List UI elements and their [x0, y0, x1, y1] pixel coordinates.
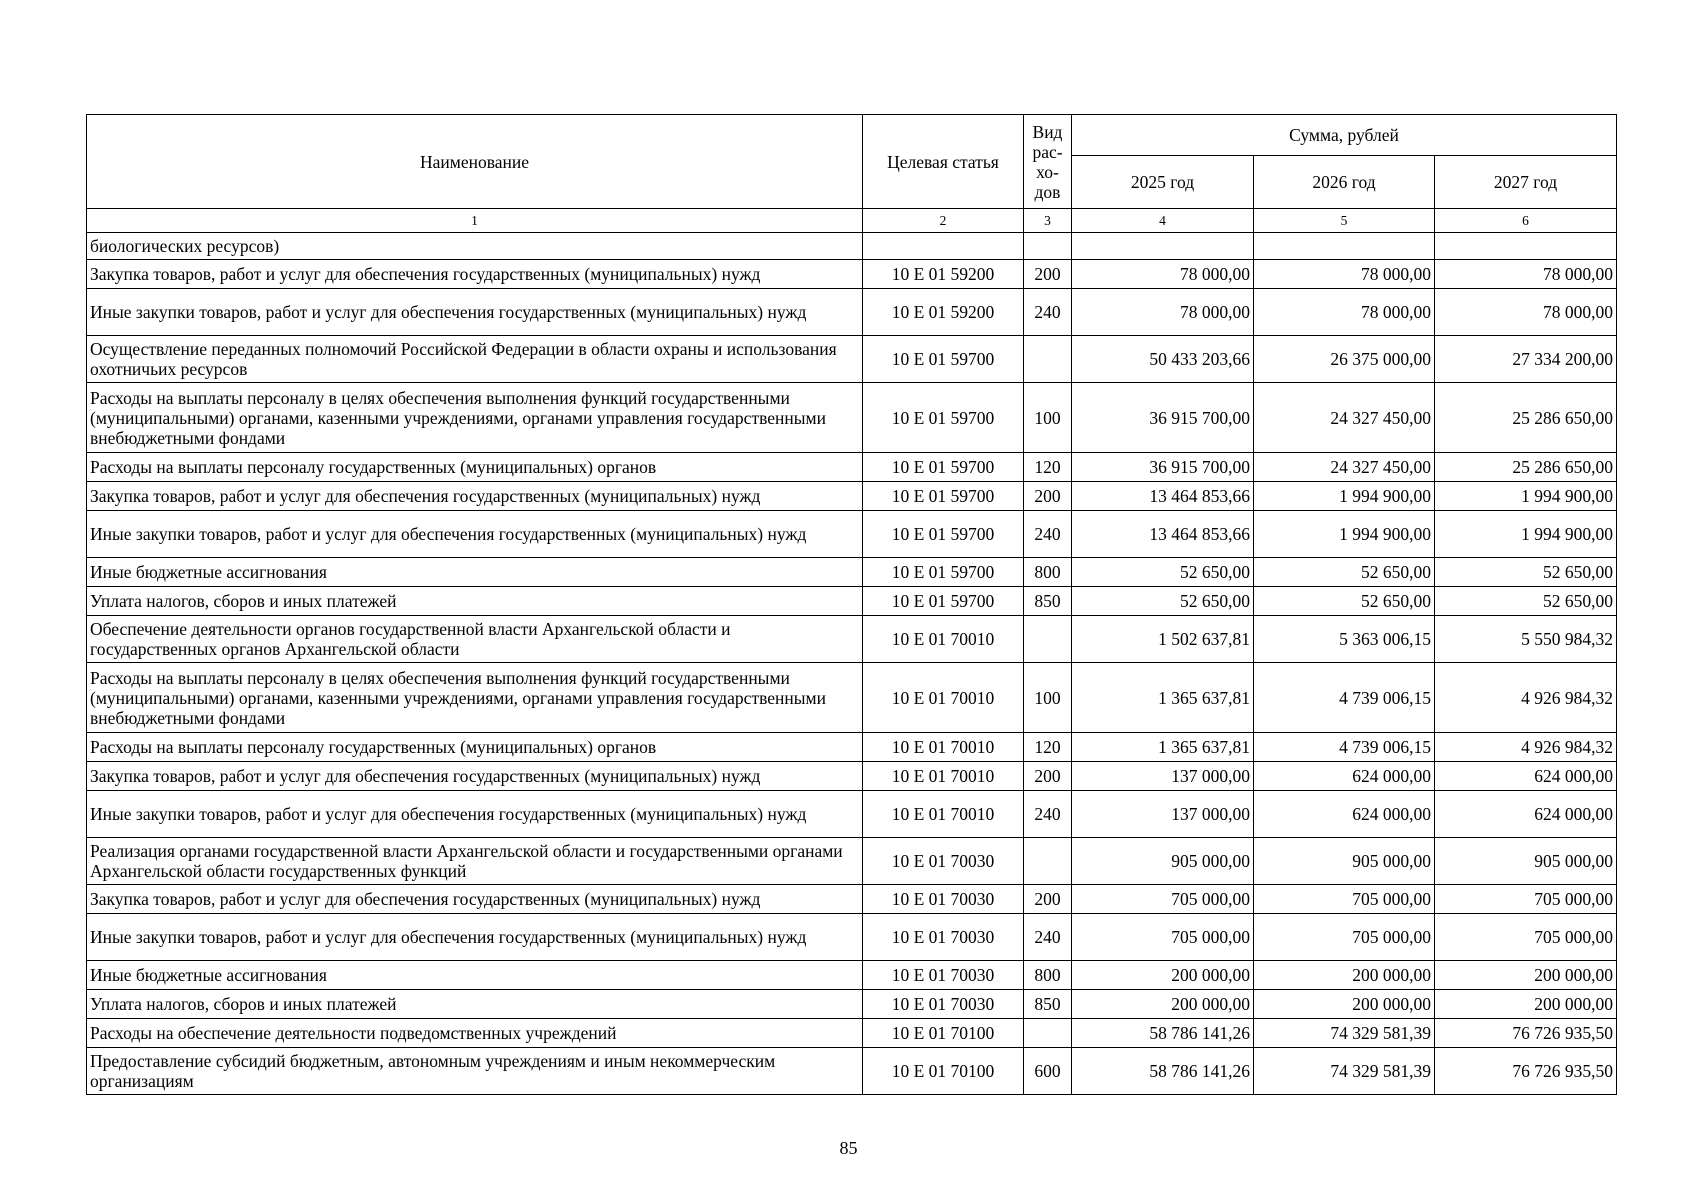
row-expense-type: 600 [1024, 1048, 1072, 1095]
row-amount-2027: 1 994 900,00 [1435, 511, 1617, 558]
row-amount-2027: 27 334 200,00 [1435, 336, 1617, 383]
row-target-item: 10 Е 01 70010 [863, 791, 1024, 838]
row-expense-type [1024, 1019, 1072, 1048]
row-target-item: 10 Е 01 59700 [863, 587, 1024, 616]
column-number: 1 [87, 209, 863, 233]
row-amount-2026: 705 000,00 [1254, 914, 1435, 961]
table-row [87, 990, 1617, 1019]
row-target-item [863, 233, 1024, 260]
row-target-item: 10 Е 01 59200 [863, 289, 1024, 336]
row-name: Иные закупки товаров, работ и услуг для обеспечения государственных (муниципальных) нужд [87, 914, 863, 961]
row-amount-2025: 50 433 203,66 [1072, 336, 1254, 383]
row-amount-2026: 4 739 006,15 [1254, 733, 1435, 762]
row-amount-2027: 78 000,00 [1435, 260, 1617, 289]
table-body [87, 233, 1617, 1095]
row-amount-2027: 52 650,00 [1435, 587, 1617, 616]
row-amount-2027: 76 726 935,50 [1435, 1048, 1617, 1095]
row-expense-type: 200 [1024, 885, 1072, 914]
row-name: Осуществление переданных полномочий Российской Федерации в области охраны и использования охотничьих ресурсов [87, 336, 863, 383]
table-row [87, 260, 1617, 289]
row-name: Реализация органами государственной власти Архангельской области и государственными органами Архангельской области государственных функций [87, 838, 863, 885]
row-amount-2026: 200 000,00 [1254, 961, 1435, 990]
table-row [87, 791, 1617, 838]
row-amount-2025: 78 000,00 [1072, 260, 1254, 289]
row-target-item: 10 Е 01 59700 [863, 383, 1024, 453]
table-row [87, 961, 1617, 990]
header-year-2027: 2027 год [1435, 156, 1617, 209]
row-target-item: 10 Е 01 70030 [863, 914, 1024, 961]
row-amount-2026: 905 000,00 [1254, 838, 1435, 885]
column-number: 3 [1024, 209, 1072, 233]
row-expense-type [1024, 616, 1072, 663]
header-year-2026: 2026 год [1254, 156, 1435, 209]
row-amount-2026: 705 000,00 [1254, 885, 1435, 914]
row-amount-2026: 78 000,00 [1254, 289, 1435, 336]
row-amount-2026: 1 994 900,00 [1254, 482, 1435, 511]
row-target-item: 10 Е 01 59700 [863, 453, 1024, 482]
row-amount-2026: 200 000,00 [1254, 990, 1435, 1019]
row-target-item: 10 Е 01 59700 [863, 482, 1024, 511]
row-amount-2026: 24 327 450,00 [1254, 453, 1435, 482]
table-row [87, 733, 1617, 762]
row-name: Обеспечение деятельности органов государственной власти Архангельской области и государственных органов Архангельской области [87, 616, 863, 663]
row-amount-2025: 78 000,00 [1072, 289, 1254, 336]
row-name: Иные закупки товаров, работ и услуг для обеспечения государственных (муниципальных) нужд [87, 791, 863, 838]
column-number: 6 [1435, 209, 1617, 233]
row-amount-2026: 26 375 000,00 [1254, 336, 1435, 383]
table-row [87, 914, 1617, 961]
row-amount-2025: 137 000,00 [1072, 791, 1254, 838]
row-expense-type: 120 [1024, 453, 1072, 482]
row-amount-2025: 52 650,00 [1072, 558, 1254, 587]
row-name: Иные бюджетные ассигнования [87, 961, 863, 990]
header-expense-type-line: Вид [1032, 121, 1063, 142]
row-name: Расходы на выплаты персоналу государственных (муниципальных) органов [87, 453, 863, 482]
row-amount-2027: 52 650,00 [1435, 558, 1617, 587]
column-number: 4 [1072, 209, 1254, 233]
table-row [87, 558, 1617, 587]
row-amount-2025: 905 000,00 [1072, 838, 1254, 885]
row-name: Закупка товаров, работ и услуг для обеспечения государственных (муниципальных) нужд [87, 260, 863, 289]
table-row [87, 838, 1617, 885]
row-amount-2026: 24 327 450,00 [1254, 383, 1435, 453]
table-row [87, 587, 1617, 616]
row-amount-2025: 52 650,00 [1072, 587, 1254, 616]
header-target-item: Целевая статья [863, 115, 1024, 209]
table-row [87, 233, 1617, 260]
row-name: Уплата налогов, сборов и иных платежей [87, 587, 863, 616]
row-target-item: 10 Е 01 70030 [863, 885, 1024, 914]
row-amount-2027: 1 994 900,00 [1435, 482, 1617, 511]
row-target-item: 10 Е 01 70030 [863, 961, 1024, 990]
table-row [87, 482, 1617, 511]
row-name: Расходы на выплаты персоналу в целях обеспечения выполнения функций государственными (муниципальными) органами, казенными учреждениями, органами управления государственными внебюджетными фондами [87, 383, 863, 453]
row-amount-2027: 200 000,00 [1435, 990, 1617, 1019]
row-amount-2025: 705 000,00 [1072, 914, 1254, 961]
row-amount-2025: 705 000,00 [1072, 885, 1254, 914]
table-row [87, 762, 1617, 791]
row-amount-2025: 58 786 141,26 [1072, 1019, 1254, 1048]
row-name: Расходы на выплаты персоналу в целях обеспечения выполнения функций государственными (муниципальными) органами, казенными учреждениями, органами управления государственными внебюджетными фондами [87, 663, 863, 733]
row-amount-2025: 36 915 700,00 [1072, 453, 1254, 482]
header-year-2025: 2025 год [1072, 156, 1254, 209]
row-expense-type: 200 [1024, 260, 1072, 289]
row-amount-2025: 13 464 853,66 [1072, 482, 1254, 511]
row-target-item: 10 Е 01 59700 [863, 336, 1024, 383]
row-amount-2027: 25 286 650,00 [1435, 453, 1617, 482]
row-name: Иные закупки товаров, работ и услуг для обеспечения государственных (муниципальных) нужд [87, 511, 863, 558]
row-name: Закупка товаров, работ и услуг для обеспечения государственных (муниципальных) нужд [87, 482, 863, 511]
row-amount-2026: 74 329 581,39 [1254, 1048, 1435, 1095]
row-target-item: 10 Е 01 70100 [863, 1019, 1024, 1048]
row-expense-type: 100 [1024, 663, 1072, 733]
row-expense-type: 240 [1024, 511, 1072, 558]
row-expense-type [1024, 838, 1072, 885]
row-amount-2025: 1 365 637,81 [1072, 733, 1254, 762]
row-target-item: 10 Е 01 59200 [863, 260, 1024, 289]
row-amount-2026: 52 650,00 [1254, 587, 1435, 616]
row-expense-type: 120 [1024, 733, 1072, 762]
header-expense-type-line: рас- [1032, 141, 1063, 162]
header-expense-type-line: хо- [1036, 161, 1059, 182]
row-target-item: 10 Е 01 70100 [863, 1048, 1024, 1095]
row-name: Иные бюджетные ассигнования [87, 558, 863, 587]
row-target-item: 10 Е 01 70010 [863, 663, 1024, 733]
row-amount-2027: 4 926 984,32 [1435, 733, 1617, 762]
row-amount-2026: 78 000,00 [1254, 260, 1435, 289]
row-expense-type: 200 [1024, 482, 1072, 511]
row-amount-2027: 25 286 650,00 [1435, 383, 1617, 453]
table-row [87, 885, 1617, 914]
row-amount-2026: 1 994 900,00 [1254, 511, 1435, 558]
row-amount-2027: 78 000,00 [1435, 289, 1617, 336]
row-name: Закупка товаров, работ и услуг для обеспечения государственных (муниципальных) нужд [87, 762, 863, 791]
row-amount-2025 [1072, 233, 1254, 260]
column-number: 5 [1254, 209, 1435, 233]
row-amount-2025: 137 000,00 [1072, 762, 1254, 791]
row-amount-2026: 74 329 581,39 [1254, 1019, 1435, 1048]
row-name: биологических ресурсов) [87, 233, 863, 260]
row-amount-2027: 76 726 935,50 [1435, 1019, 1617, 1048]
row-name: Закупка товаров, работ и услуг для обеспечения государственных (муниципальных) нужд [87, 885, 863, 914]
table-row [87, 663, 1617, 733]
row-expense-type: 800 [1024, 558, 1072, 587]
table-row [87, 1019, 1617, 1048]
row-amount-2027: 624 000,00 [1435, 762, 1617, 791]
row-amount-2027: 200 000,00 [1435, 961, 1617, 990]
table-row [87, 383, 1617, 453]
row-expense-type [1024, 233, 1072, 260]
row-amount-2027: 705 000,00 [1435, 914, 1617, 961]
row-target-item: 10 Е 01 70030 [863, 838, 1024, 885]
row-amount-2025: 200 000,00 [1072, 990, 1254, 1019]
row-amount-2026: 624 000,00 [1254, 762, 1435, 791]
row-expense-type: 850 [1024, 587, 1072, 616]
row-amount-2025: 200 000,00 [1072, 961, 1254, 990]
row-amount-2025: 36 915 700,00 [1072, 383, 1254, 453]
table-row [87, 336, 1617, 383]
row-name: Предоставление субсидий бюджетным, автономным учреждениям и иным некоммерческим организациям [87, 1048, 863, 1095]
row-amount-2027: 705 000,00 [1435, 885, 1617, 914]
column-number: 2 [863, 209, 1024, 233]
row-amount-2027: 905 000,00 [1435, 838, 1617, 885]
row-amount-2027: 4 926 984,32 [1435, 663, 1617, 733]
row-amount-2027: 624 000,00 [1435, 791, 1617, 838]
row-amount-2026: 52 650,00 [1254, 558, 1435, 587]
row-name: Иные закупки товаров, работ и услуг для обеспечения государственных (муниципальных) нужд [87, 289, 863, 336]
row-name: Расходы на выплаты персоналу государственных (муниципальных) органов [87, 733, 863, 762]
row-amount-2027 [1435, 233, 1617, 260]
budget-table [86, 114, 1617, 1095]
row-expense-type [1024, 336, 1072, 383]
row-amount-2025: 1 365 637,81 [1072, 663, 1254, 733]
header-expense-type [1024, 115, 1072, 209]
row-amount-2027: 5 550 984,32 [1435, 616, 1617, 663]
row-expense-type: 200 [1024, 762, 1072, 791]
row-amount-2025: 58 786 141,26 [1072, 1048, 1254, 1095]
row-amount-2026: 624 000,00 [1254, 791, 1435, 838]
row-amount-2025: 13 464 853,66 [1072, 511, 1254, 558]
header-expense-type-line: дов [1034, 181, 1061, 202]
row-expense-type: 240 [1024, 791, 1072, 838]
row-target-item: 10 Е 01 59700 [863, 511, 1024, 558]
row-target-item: 10 Е 01 70010 [863, 733, 1024, 762]
table-row [87, 289, 1617, 336]
table-row [87, 511, 1617, 558]
row-expense-type: 800 [1024, 961, 1072, 990]
row-name: Расходы на обеспечение деятельности подведомственных учреждений [87, 1019, 863, 1048]
row-amount-2026 [1254, 233, 1435, 260]
row-expense-type: 100 [1024, 383, 1072, 453]
row-expense-type: 240 [1024, 289, 1072, 336]
table-row [87, 616, 1617, 663]
row-target-item: 10 Е 01 70010 [863, 762, 1024, 791]
table-row [87, 1048, 1617, 1095]
column-number-row [87, 209, 1617, 233]
row-target-item: 10 Е 01 70010 [863, 616, 1024, 663]
row-amount-2025: 1 502 637,81 [1072, 616, 1254, 663]
row-amount-2026: 4 739 006,15 [1254, 663, 1435, 733]
page-number: 85 [839, 1138, 858, 1158]
header-sum: Сумма, рублей [1072, 115, 1617, 156]
row-expense-type: 850 [1024, 990, 1072, 1019]
row-target-item: 10 Е 01 59700 [863, 558, 1024, 587]
row-name: Уплата налогов, сборов и иных платежей [87, 990, 863, 1019]
header-name: Наименование [87, 115, 863, 209]
row-amount-2026: 5 363 006,15 [1254, 616, 1435, 663]
table-row [87, 453, 1617, 482]
row-expense-type: 240 [1024, 914, 1072, 961]
row-target-item: 10 Е 01 70030 [863, 990, 1024, 1019]
